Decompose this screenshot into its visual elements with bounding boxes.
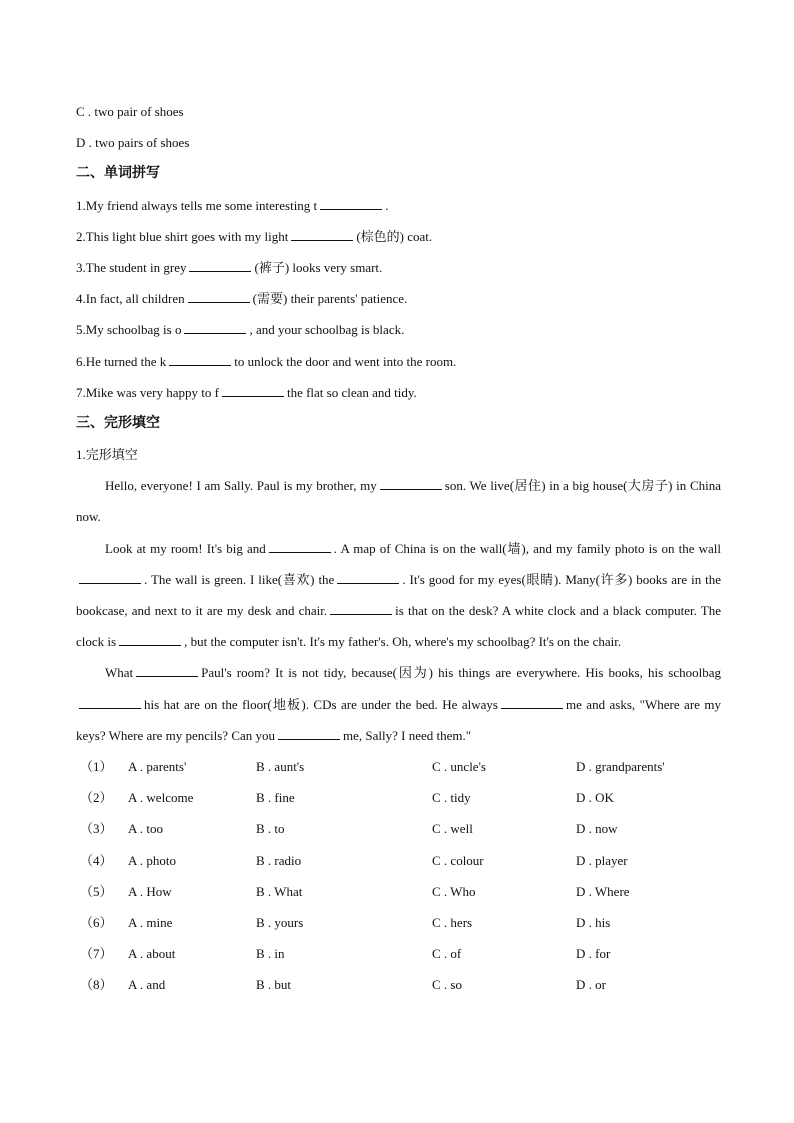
option-a[interactable]: A . welcome — [128, 790, 194, 806]
option-a[interactable]: A . and — [128, 977, 166, 993]
spelling-item-7: 7.Mike was very happy to f the flat so clean and tidy. — [76, 384, 417, 400]
option-d[interactable]: D . Where — [576, 883, 630, 899]
option-c[interactable]: C . hers — [432, 915, 473, 931]
answer-blank[interactable] — [320, 198, 382, 210]
option-c[interactable]: C . so — [432, 977, 462, 993]
option-b[interactable]: B . yours — [256, 915, 304, 931]
option-b[interactable]: B . in — [256, 946, 285, 962]
spelling-item-1: 1.My friend always tells me some interesting t . — [76, 197, 389, 213]
option-b[interactable]: B . to — [256, 821, 285, 837]
option-d[interactable]: D . his — [576, 915, 611, 931]
answer-blank[interactable] — [188, 291, 250, 303]
spelling-item-2: 2.This light blue shirt goes with my light (棕色的) coat. — [76, 228, 433, 244]
option-b[interactable]: B . What — [256, 883, 303, 899]
answer-blank[interactable] — [189, 260, 251, 272]
option-row-6: （6） A . mine B . yours C . hers D . his — [76, 907, 721, 938]
option-b[interactable]: B . fine — [256, 790, 295, 806]
option-d[interactable]: D . for — [576, 946, 611, 962]
option-row-1: （1） A . parents' B . aunt's C . uncle's D . grandparents' — [76, 751, 721, 782]
answer-blank[interactable] — [222, 385, 284, 397]
spelling-item-5: 5.My schoolbag is o , and your schoolbag is black. — [76, 322, 405, 338]
option-b[interactable]: B . aunt's — [256, 759, 305, 775]
option-d[interactable]: D . now — [576, 821, 618, 837]
spelling-item-3: 3.The student in grey (裤子) looks very smart. — [76, 259, 383, 275]
answer-blank[interactable] — [291, 229, 353, 241]
option-a[interactable]: A . photo — [128, 852, 177, 868]
answer-blank[interactable] — [380, 478, 442, 490]
section3-subtitle: 1.完形填空 — [76, 447, 138, 463]
option-d[interactable]: D . player — [576, 852, 628, 868]
option-d[interactable]: D . grandparents' — [576, 759, 665, 775]
option-c[interactable]: C . uncle's — [432, 759, 486, 775]
option-row-3: （3） A . too B . to C . well D . now — [76, 813, 721, 844]
option-a[interactable]: A . too — [128, 821, 164, 837]
answer-blank[interactable] — [337, 572, 399, 584]
option-d[interactable]: D . OK — [576, 790, 614, 806]
answer-blank[interactable] — [184, 322, 246, 334]
option-row-8: （8） A . and B . but C . so D . or — [76, 969, 721, 1000]
option-c[interactable]: C . tidy — [432, 790, 471, 806]
cloze-paragraph-1: Hello, everyone! I am Sally. Paul is my brother, my son. We live(居住) in a big house(大房子) in China now. — [76, 478, 721, 525]
option-a[interactable]: A . How — [128, 883, 172, 899]
spelling-item-6: 6.He turned the k to unlock the door and went into the room. — [76, 353, 457, 369]
option-c[interactable]: C . colour — [432, 852, 484, 868]
option-c[interactable]: C . Who — [432, 883, 476, 899]
option-row-4: （4） A . photo B . radio C . colour D . player — [76, 845, 721, 876]
answer-blank[interactable] — [501, 697, 563, 709]
option-d[interactable]: D . or — [576, 977, 606, 993]
worksheet-page — [76, 96, 721, 1001]
answer-blank[interactable] — [79, 572, 141, 584]
option-c[interactable]: C . well — [432, 821, 473, 837]
answer-blank[interactable] — [169, 354, 231, 366]
cloze-paragraph-2: Look at my room! It's big and . A map of China is on the wall(墙), and my family photo is on the wall. The wall is green. I like(喜欢) the . It's good for my eyes(眼睛). Many(许多) books are in the bookcase, and next to it are my desk and chair. is that on the desk? A white clock and a black computer. The clock is , but the computer isn't. It's my father's. Oh, where's my schoolbag? It's on the chair. — [76, 540, 722, 650]
prev-option-d: D . two pairs of shoes — [76, 135, 190, 151]
answer-blank[interactable] — [278, 728, 340, 740]
option-b[interactable]: B . but — [256, 977, 292, 993]
section3-heading: 三、完形填空 — [76, 414, 160, 431]
answer-blank[interactable] — [136, 665, 198, 677]
cloze-paragraph-3: What Paul's room? It is not tidy, because(因为) his things are everywhere. His books, his schoolbaghis hat are on the floor(地板). CDs are under the bed. He always me and asks, "Where are my keys? Where are my pencils? Can you me, Sally? I need them." — [76, 665, 721, 743]
option-a[interactable]: A . parents' — [128, 759, 187, 775]
option-a[interactable]: A . about — [128, 946, 176, 962]
section2-heading: 二、单词拼写 — [76, 165, 160, 182]
prev-option-c: C . two pair of shoes — [76, 104, 184, 119]
answer-blank[interactable] — [119, 634, 181, 646]
option-a[interactable]: A . mine — [128, 915, 173, 931]
answer-blank[interactable] — [79, 697, 141, 709]
answer-blank[interactable] — [269, 541, 331, 553]
option-row-5: （5） A . How B . What C . Who D . Where — [76, 876, 721, 907]
spelling-item-4: 4.In fact, all children (需要) their parents' patience. — [76, 291, 408, 307]
option-row-7: （7） A . about B . in C . of D . for — [76, 938, 721, 969]
option-row-2: （2） A . welcome B . fine C . tidy D . OK — [76, 782, 721, 813]
option-b[interactable]: B . radio — [256, 852, 302, 868]
option-c[interactable]: C . of — [432, 946, 462, 962]
answer-blank[interactable] — [330, 603, 392, 615]
